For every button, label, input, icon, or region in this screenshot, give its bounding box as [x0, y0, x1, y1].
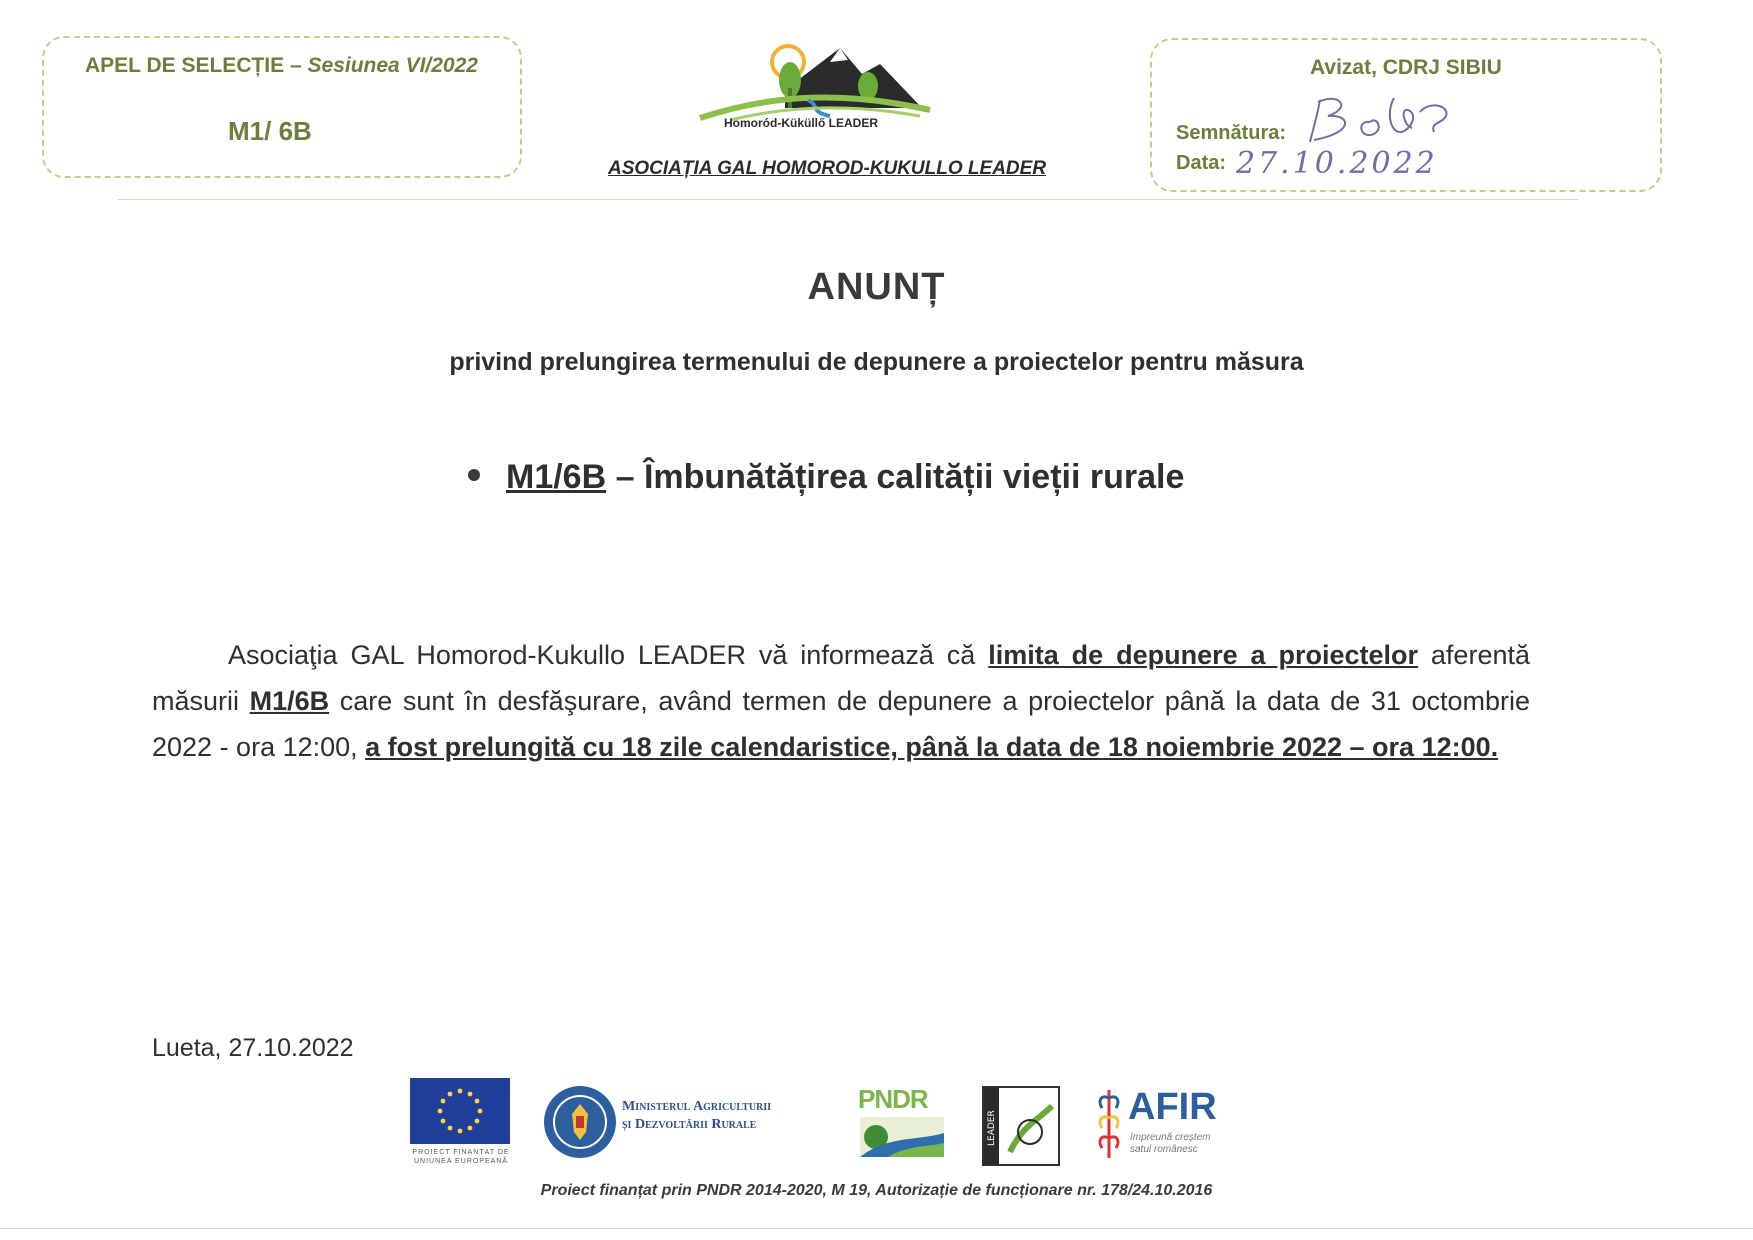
ministry-line-1: Ministerul Agriculturii — [622, 1099, 772, 1114]
gal-logo-icon — [690, 40, 940, 125]
association-name: ASOCIAȚIA GAL HOMOROD-KUKULLO LEADER — [608, 158, 1047, 179]
ministry-line-2: și Dezvoltării Rurale — [622, 1117, 757, 1132]
afir-text: AFIR — [1128, 1086, 1217, 1128]
leader-text: LEADER — [987, 1110, 997, 1146]
afir-tagline-1: împreună creștem — [1130, 1132, 1211, 1143]
signature-label: Semnătura: — [1176, 122, 1287, 144]
logo-caption: Homoród-Küküllő LEADER — [724, 116, 878, 130]
leader-logo-icon — [982, 1086, 1060, 1166]
measure-bullet — [468, 458, 1184, 497]
date-label: Data: — [1176, 152, 1227, 174]
afir-logo — [1092, 1084, 1222, 1164]
handwritten-signature-icon — [1300, 92, 1470, 152]
pndr-text: PNDR — [858, 1084, 928, 1114]
pndr-logo — [858, 1084, 946, 1164]
bullet-measure-code: M1/6B — [506, 458, 607, 496]
afir-tagline-2: satul românesc — [1130, 1144, 1198, 1155]
selection-call-title — [85, 54, 478, 78]
body-emphasis-2: M1/6B — [249, 686, 330, 716]
announcement-body — [152, 632, 1530, 770]
call-label: APEL DE SELECȚIE — [85, 54, 285, 77]
approval-text: Avizat, CDRJ SIBIU — [1310, 56, 1502, 79]
eu-caption: PROIECT FINANȚAT DE UNIUNEA EUROPEANĂ — [412, 1149, 510, 1165]
eu-flag-icon — [410, 1078, 510, 1144]
government-seal-icon — [542, 1084, 618, 1160]
bullet-measure-title: – Îmbunătățirea calității vieții rurale — [606, 458, 1185, 496]
call-dash: – — [284, 54, 308, 77]
body-text-1: Asociaţia GAL Homorod-Kukullo LEADER vă informează că — [228, 640, 989, 670]
footer-divider — [0, 1228, 1753, 1229]
header-divider — [118, 199, 1578, 200]
measure-code: M1/ 6B — [228, 116, 312, 146]
body-text-3: care sunt în desfăşurare, având termen de depunere a proiectelor până la data de 31 octombrie 2022 - ora 12:00, — [152, 686, 1531, 762]
body-emphasis-3: a fost prelungită cu 18 zile calendaristice, până la data de 18 noiembrie 2022 – ora 12:00. — [365, 732, 1499, 762]
bullet-icon — [468, 469, 480, 481]
call-session: Sesiunea VI/2022 — [307, 54, 478, 77]
body-emphasis-1: limita de depunere a proiectelor — [988, 640, 1418, 670]
place-and-date: Lueta, 27.10.2022 — [152, 1034, 354, 1062]
funding-note: Proiect finanțat prin PNDR 2014-2020, M 19, Autorizație de funcționare nr. 178/24.10.2016 — [540, 1182, 1213, 1199]
body-text-2: aferentă măsurii — [152, 640, 1530, 716]
pndr-landscape-icon — [858, 1115, 946, 1167]
ministry-name — [622, 1098, 771, 1134]
handwritten-date: 27.10.2022 — [1236, 146, 1438, 181]
announcement-title: ANUNȚ — [807, 266, 946, 308]
announcement-subtitle: privind prelungirea termenului de depunere a proiectelor pentru măsura — [449, 348, 1304, 376]
afir-wheat-icon — [1092, 1084, 1126, 1164]
